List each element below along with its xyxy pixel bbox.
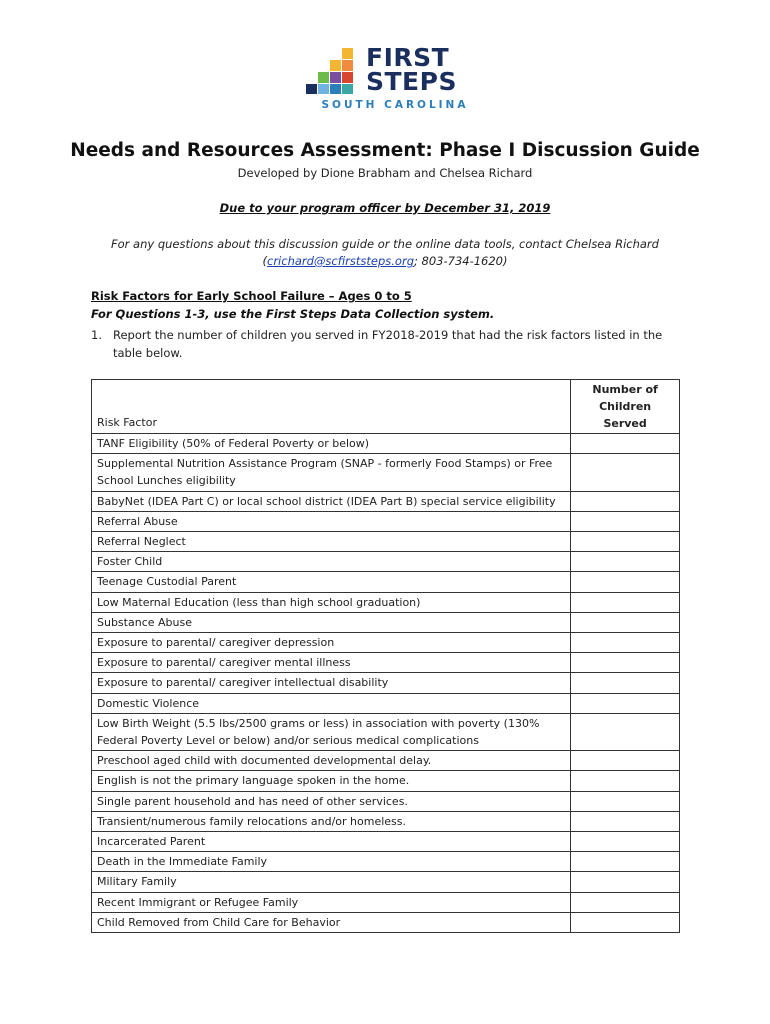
section-heading: Risk Factors for Early School Failure – Ages 0 to 5 [91, 289, 412, 303]
table-row [92, 592, 680, 612]
table-row [92, 454, 680, 491]
children-served-input[interactable] [571, 633, 680, 653]
table-row [92, 771, 680, 791]
children-served-input[interactable] [571, 872, 680, 892]
table-row [92, 532, 680, 552]
children-served-input[interactable] [571, 791, 680, 811]
logo-wordmark [366, 43, 457, 96]
developed-by: Developed by Dione Brabham and Chelsea Richard [237, 166, 533, 180]
risk-factor-cell: Transient/numerous family relocations and/or homeless. [92, 811, 571, 831]
header-children-served-line2: Children Served [599, 400, 652, 430]
logo-blocks-icon [312, 48, 364, 94]
header-children-served [571, 380, 680, 434]
table-row [92, 511, 680, 531]
question-1 [91, 326, 691, 362]
table-row [92, 713, 680, 750]
table-row [92, 852, 680, 872]
table-row [92, 693, 680, 713]
table-row [92, 633, 680, 653]
table-row [92, 791, 680, 811]
children-served-input[interactable] [571, 454, 680, 491]
children-served-input[interactable] [571, 832, 680, 852]
header-children-served-line1: Number of [592, 383, 658, 396]
children-served-input[interactable] [571, 771, 680, 791]
table-header-row [92, 380, 680, 434]
children-served-input[interactable] [571, 572, 680, 592]
risk-factor-cell: Supplemental Nutrition Assistance Program (SNAP - formerly Food Stamps) or Free School Lunches eligibility [92, 454, 571, 491]
risk-factor-cell: Single parent household and has need of other services. [92, 791, 571, 811]
children-served-input[interactable] [571, 713, 680, 750]
children-served-input[interactable] [571, 653, 680, 673]
header-risk-factor: Risk Factor [92, 380, 571, 434]
table-row [92, 552, 680, 572]
table-row [92, 612, 680, 632]
risk-factor-cell: Exposure to parental/ caregiver mental illness [92, 653, 571, 673]
children-served-input[interactable] [571, 673, 680, 693]
table-row [92, 872, 680, 892]
table-row [92, 572, 680, 592]
table-row [92, 912, 680, 932]
children-served-input[interactable] [571, 612, 680, 632]
children-served-input[interactable] [571, 852, 680, 872]
table-row [92, 751, 680, 771]
question-1-text: Report the number of children you served in FY2018-2019 that had the risk factors listed in the table below. [113, 328, 663, 360]
contact-phone: ; 803-734-1620) [414, 254, 508, 268]
table-row [92, 673, 680, 693]
logo-line-steps: STEPS [366, 67, 457, 96]
risk-factor-cell: Exposure to parental/ caregiver intellectual disability [92, 673, 571, 693]
risk-factor-cell: Teenage Custodial Parent [92, 572, 571, 592]
table-row [92, 653, 680, 673]
risk-factor-cell: Recent Immigrant or Refugee Family [92, 892, 571, 912]
logo-subtitle: SOUTH CAROLINA [321, 99, 469, 111]
contact-open-paren: ( [262, 254, 267, 268]
children-served-input[interactable] [571, 434, 680, 454]
children-served-input[interactable] [571, 532, 680, 552]
risk-factor-cell: Death in the Immediate Family [92, 852, 571, 872]
question-1-number: 1. [91, 328, 102, 342]
children-served-input[interactable] [571, 592, 680, 612]
risk-factor-cell: Preschool aged child with documented developmental delay. [92, 751, 571, 771]
due-date-notice: Due to your program officer by December 31, 2019 [219, 201, 551, 215]
section-note: For Questions 1-3, use the First Steps Data Collection system. [91, 307, 495, 321]
risk-factor-cell: Foster Child [92, 552, 571, 572]
children-served-input[interactable] [571, 751, 680, 771]
children-served-input[interactable] [571, 693, 680, 713]
risk-factor-cell: TANF Eligibility (50% of Federal Poverty or below) [92, 434, 571, 454]
risk-factor-cell: Military Family [92, 872, 571, 892]
risk-factor-cell: Domestic Violence [92, 693, 571, 713]
risk-factor-cell: Referral Abuse [92, 511, 571, 531]
children-served-input[interactable] [571, 811, 680, 831]
risk-factor-cell: Incarcerated Parent [92, 832, 571, 852]
risk-factor-cell: BabyNet (IDEA Part C) or local school district (IDEA Part B) special service eligibility [92, 491, 571, 511]
document-title: Needs and Resources Assessment: Phase I Discussion Guide [70, 140, 700, 161]
contact-detail [100, 253, 670, 270]
logo-line-first: FIRST [366, 43, 450, 72]
first-steps-logo [310, 42, 480, 122]
table-row [92, 811, 680, 831]
risk-factor-cell: Low Birth Weight (5.5 lbs/2500 grams or less) in association with poverty (130% Federal Poverty Level or below) and/or serious medical complications [92, 713, 571, 750]
contact-line: For any questions about this discussion guide or the online data tools, contact Chelsea Richard [111, 237, 659, 251]
risk-factor-cell: Substance Abuse [92, 612, 571, 632]
children-served-input[interactable] [571, 552, 680, 572]
risk-factor-cell: Referral Neglect [92, 532, 571, 552]
risk-factor-table [91, 379, 680, 933]
table-row [92, 832, 680, 852]
children-served-input[interactable] [571, 892, 680, 912]
children-served-input[interactable] [571, 491, 680, 511]
children-served-input[interactable] [571, 511, 680, 531]
table-row [92, 434, 680, 454]
contact-info [100, 236, 670, 270]
table-row [92, 892, 680, 912]
risk-factor-cell: Low Maternal Education (less than high school graduation) [92, 592, 571, 612]
risk-factor-cell: Exposure to parental/ caregiver depression [92, 633, 571, 653]
risk-factor-cell: Child Removed from Child Care for Behavior [92, 912, 571, 932]
contact-email-link[interactable]: crichard@scfirststeps.org [267, 254, 414, 268]
risk-factor-cell: English is not the primary language spoken in the home. [92, 771, 571, 791]
table-row [92, 491, 680, 511]
children-served-input[interactable] [571, 912, 680, 932]
